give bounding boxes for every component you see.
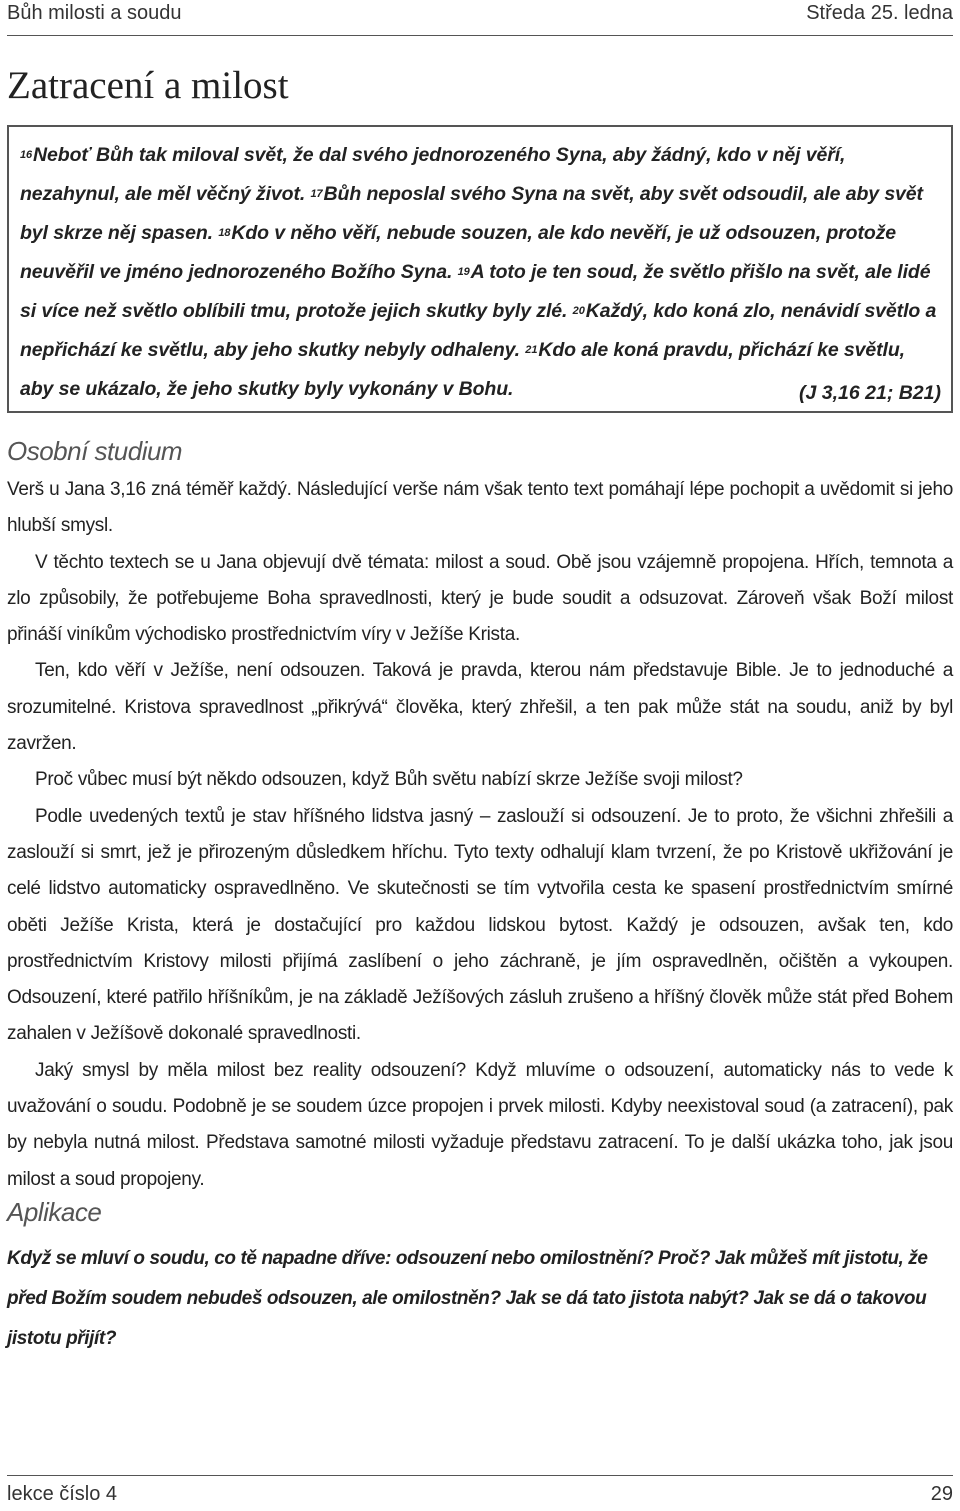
footer-rule (7, 1475, 953, 1476)
day-date: Středa 25. ledna (806, 2, 953, 24)
application-text: Když se mluví o soudu, co tě napadne dříve: odsouzení nebo omilostnění? Proč? Jak můžeš mít jistotu, že před Božím soudem nebudeš odsouzen, ale omilostněn? Jak se dá tato jistota nabýt? Jak se dá o takovou jistotu přijít? (7, 1248, 928, 1349)
study-paragraph: Jaký smysl by měla milost bez reality odsouzení? Když mluvíme o odsouzení, automaticky nás to vede k uvažování o soudu. Podobně je se soudem úzce propojen i prvek milosti. Kdyby neexistoval soud (a zatracení), pak by nebyla nutná milost. Představa samotné milosti vyžaduje představu zatracení. To je další ukázka toho, jak jsou milost a soud propojeny. (7, 1059, 953, 1190)
running-header (7, 2, 953, 32)
study-paragraph: Proč vůbec musí být někdo odsouzen, když Bůh světu nabízí skrze Ježíše svoji milost? (35, 769, 743, 791)
verse-text: A toto je ten soud, že světlo přišlo na svět, ale lidé si více než světlo oblíbili tmu, protože jejich skutky byly zlé. (20, 261, 931, 322)
verse-number: 20 (572, 305, 585, 317)
study-paragraph: Verš u Jana 3,16 zná téměř každý. Následující verše nám však tento text pomáhají lépe pochopit a uvědomit si jeho hlubší smysl. (7, 479, 953, 537)
verse-text: Kdo v něho věří, nebude souzen, ale kdo nevěří, je už odsouzen, protože neuvěřil ve jméno jednorozeného Božího Syna. (20, 222, 897, 283)
verse-number: 16 (20, 149, 33, 161)
study-paragraph: Podle uvedených textů je stav hříšného lidstva jasný – zaslouží si odsouzení. Je to proto, že všichni zhřešili a zaslouží si smrt, jež je přirozeným důsledkem hříchu. Tyto texty odhalují klam tvrzení, že po Kristově ukřižování je celé lidstvo automaticky ospravedlněno. Ve skutečnosti se tím vytvořila cesta ke spasení prostřednictvím smírné oběti Ježíše Krista, která je dostačující pro každou lidskou bytost. Každý je odsouzen, avšak ten, kdo prostřednictvím Kristovy milosti přijímá zaslíbení o jeho záchraně, je jím ospravedlněn, očištěn a vykoupen. Odsouzení, které patřilo hříšníkům, je na základě Ježíšových zásluh zrušeno a hříšný člověk může stát před Bohem zahalen v Ježíšově dokonalé spravedlnosti. (7, 805, 953, 1045)
verse-number: 18 (218, 227, 231, 239)
verse-number: 19 (457, 266, 470, 278)
study-paragraph: V těchto textech se u Jana objevují dvě témata: milost a soud. Obě jsou vzájemně propojena. Hřích, temnota a zlo způsobily, že potřebujeme Boha spravedlnosti, který je bude soudit a odsuzovat. Zároveň však Boží milost přináší viníkům východisko prostřednictvím víry v Ježíše Krista. (7, 551, 953, 646)
lesson-number: lekce číslo 4 (7, 1483, 118, 1505)
verse-number: 17 (310, 188, 323, 200)
verse-text: Kdo ale koná pravdu, přichází ke světlu, aby se ukázalo, že jeho skutky byly vykonány v Bohu. (20, 339, 905, 400)
verse-number: 21 (525, 344, 538, 356)
verse-text: Neboť Bůh tak miloval svět, že dal svého jednorozeného Syna, aby žádný, kdo v něj věří, nezahynul, ale měl věčný život. (20, 144, 846, 205)
personal-study-body (7, 472, 953, 1198)
book-title: Bůh milosti a soudu (7, 2, 182, 24)
study-paragraph: Ten, kdo věří v Ježíše, není odsouzen. Taková je pravda, kterou nám představuje Bible. Je to jednoduché a srozumitelné. Kristova spravedlnost „přikrývá“ člověka, který zhřešil, a ten pak může stát na soudu, aniž by byl zavržen. (7, 660, 953, 755)
scripture-box (7, 125, 953, 413)
application-heading: Aplikace (7, 1197, 102, 1227)
lesson-title: Zatracení a milost (7, 64, 289, 107)
verse-text: Každý, kdo koná zlo, nenávidí světlo a nepřichází ke světlu, aby jeho skutky nebyly odhaleny. (20, 300, 937, 361)
page-footer (7, 1483, 953, 1506)
scripture-text (20, 137, 940, 407)
scripture-reference: (J 3,16 21; B21) (799, 382, 941, 404)
verse-text: Bůh neposlal svého Syna na svět, aby svět odsoudil, ale aby svět byl skrze něj spasen. (20, 183, 923, 244)
page-number: 29 (930, 1483, 953, 1505)
personal-study-heading: Osobní studium (7, 436, 183, 466)
header-rule (7, 35, 953, 36)
